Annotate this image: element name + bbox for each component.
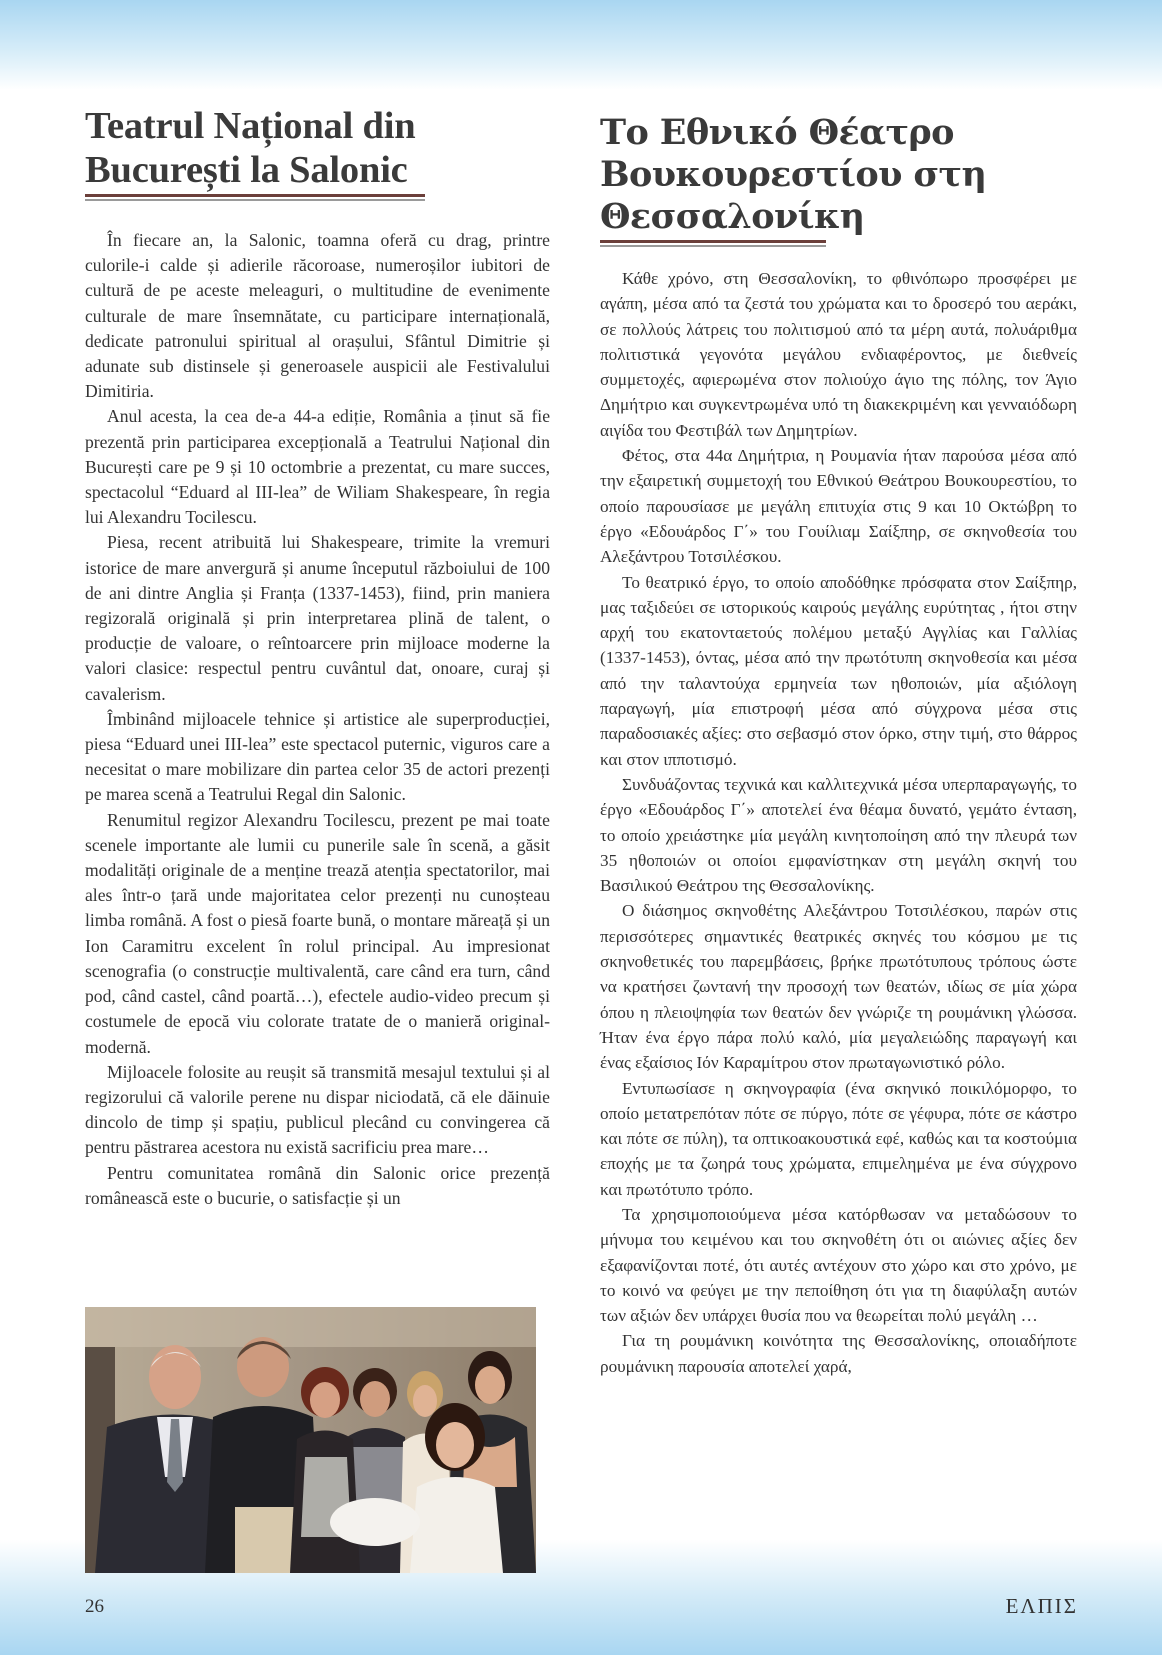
greek-paragraph-8: Για τη ρουμάνικη κοινότητα της Θεσσαλονίκης, οποιαδήποτε ρουμάνικη παρουσία αποτελεί χαρά, bbox=[600, 1331, 1077, 1376]
romanian-paragraph-1: În fiecare an, la Salonic, toamna oferă cu drag, printre culorile-i calde și adierile răcoroase, numeroșilor iubitori de cultură de pe aceste meleaguri, o multitudine de evenimente culturale de mare însemnătate, cu participare internațională, dedicate patronului spiritual al orașului, Sfântul Dimitrie și adunate sub distinsele și generoasele auspicii ale Festivalului Dimitiria. bbox=[85, 230, 550, 402]
greek-title-line-2: Βουκουρεστίου στη bbox=[600, 154, 987, 195]
romanian-title-underline bbox=[85, 194, 550, 202]
romanian-paragraph-6: Mijloacele folosite au reușit să transmită mesajul textului și al regizorului că valorile perene nu dispar niciodată, că ele dăinuie dincolo de timp și spațiu, publicul plecând cu convingerea că pentru păstrarea acestora nu există sacrificiu prea mare… bbox=[85, 1061, 550, 1158]
magazine-name: ΕΛΠΙΣ bbox=[1005, 1594, 1078, 1618]
greek-paragraph-5: Ο διάσημος σκηνοθέτης Αλεξάντρου Τοτσιλέσκου, παρών στις περισσότερες σημαντικές θεατρικές σκηνές του κόσμου με τις σκηνοθετικές του παρεμβάσεις, βρήκε πρωτότυπους τρόπους ώστε να κρατήσει ζωντανή την προσοχή των θεατών, ιδίως σε μία χώρα όπου η πλειοψηφία των θεατών δεν γνώριζε τη ρουμάνικη γλώσσα. Ήταν ένα έργο πάρα πολύ καλό, μία μεγαλειώδης παραγωγή και ένας εξαίσιος Ιόν Καραμίτρου στον πρωταγωνιστικό ρόλο. bbox=[600, 901, 1077, 1073]
romanian-paragraph-5: Renumitul regizor Alexandru Tocilescu, prezent pe mai toate scenele importante ale lumii cu punerile sale în scenă, a găsit modalități originale de a menține trează atenția spectatorilor, mai ales într-o țară unde majoritatea celor prezenți nu cunoșteau limba română. A fost o piesă foarte bună, o montare măreață și un Ion Caramitru excelent în rolul principal. Au impresionat scenografia (o construcție multivalentă, care când era turn, când pod, când castel, când poartă…), efectele audio-video precum și costumele de epocă viu colorate tratate de o manieră original-modernă. bbox=[85, 809, 550, 1057]
romanian-title-line-2: București la Salonic bbox=[85, 148, 408, 191]
greek-title-line-3: Θεσσαλονίκη bbox=[600, 196, 865, 237]
romanian-title-line-1: Teatrul Național din bbox=[85, 105, 416, 147]
greek-title-line-1: Το Εθνικό Θέατρο bbox=[600, 112, 954, 153]
greek-article-title bbox=[600, 112, 1077, 238]
greek-paragraph-7: Τα χρησιμοποιούμενα μέσα κατόρθωσαν να μεταδώσουν το μήνυμα του κειμένου και του σκηνοθέτη ότι οι αιώνιες αξίες δεν εξαφανίζονται ποτέ, ότι αυτές αντέχουν στο χώρο και στο χρόνο, με το κοινό να φεύγει με την πεποίθηση ότι για τη διαφύλαξη αυτών των αξιών δεν υπάρχει θυσία που να θεωρείται πολύ μεγάλη … bbox=[600, 1204, 1077, 1326]
romanian-paragraph-4: Îmbinând mijloacele tehnice și artistice ale superproducției, piesa “Eduard unei III-lea” este spectacol puternic, viguros care a necesitat o mare mobilizare din partea celor 35 de actori prezenți pe marea scenă a Teatrului Regal din Salonic. bbox=[85, 708, 550, 805]
greek-paragraph-6: Εντυπωσίασε η σκηνογραφία (ένα σκηνικό ποικιλόμορφο, το οποίο μετατρεπόταν πότε σε πύργο, πότε σε γέφυρα, πότε σε κάστρο και πότε σε πύλη), τα οπτικοακουστικά εφέ, καθώς και τα κοστούμια εποχής με τα ζωηρά τους χρώματα, επιμελημένα με ένα σύγχρονο και πρωτότυπο τρόπο. bbox=[600, 1078, 1077, 1199]
romanian-article bbox=[85, 105, 550, 1211]
romanian-paragraph-7: Pentru comunitatea română din Salonic orice prezență românească este o bucurie, o satisfacție și un bbox=[85, 1162, 550, 1208]
group-photo bbox=[85, 1307, 536, 1573]
greek-paragraph-3: Το θεατρικό έργο, το οποίο αποδόθηκε πρόσφατα στον Σαίξπηρ, μας ταξιδεύει σε ιστορικούς καιρούς μεγάλης ευρύτητας , ήτοι στην αρχή του εκατονταετούς πολέμου μεταξύ Αγγλίας και Γαλλίας (1337-1453), όντας, μέσα από την πρωτότυπη σκηνοθεσία και μέσα από την ταλαντούχα ερμηνεία των ηθοποιών, μία αξιόλογη παραγωγή, μία επιστροφή μέσα από σύγχρονα μέσα στις παραδοσιακές αξίες: στο σεβασμό στον όρκο, στην τιμή, στο θάρρος και στον ιπποτισμό. bbox=[600, 572, 1077, 769]
greek-article bbox=[600, 112, 1077, 1379]
greek-article-body bbox=[600, 266, 1077, 1379]
romanian-article-title bbox=[85, 105, 550, 192]
greek-title-underline bbox=[600, 240, 1077, 248]
header-gradient-band bbox=[0, 0, 1162, 90]
greek-paragraph-2: Φέτος, στα 44α Δημήτρια, η Ρουμανία ήταν παρούσα μέσα από την εξαιρετική συμμετοχή του Εθνικού Θεάτρου Βουκουρεστίου, το οποίο παρουσίασε με μεγάλη επιτυχία στις 9 και 10 Οκτώβρη το έργο «Εδουάρδος Γ΄» του Γουίλιαμ Σαίξπηρ, σε σκηνοθεσία του Αλεξάντρου Τοτσιλέσκου. bbox=[600, 446, 1077, 567]
page-number: 26 bbox=[85, 1596, 104, 1617]
greek-paragraph-4: Συνδυάζοντας τεχνικά και καλλιτεχνικά μέσα υπερπαραγωγής, το έργο «Εδουάρδος Γ΄» αποτελεί ένα θέαμα δυνατό, γεμάτο ένταση, το οποίο χρειάστηκε μία μεγάλη κινητοποίηση από την πλευρά των 35 ηθοποιών οι οποίοι εμφανίστηκαν στη μεγάλη σκηνή του Βασιλικού Θεάτρου της Θεσσαλονίκης. bbox=[600, 774, 1077, 896]
romanian-article-body bbox=[85, 228, 550, 1211]
greek-paragraph-1: Κάθε χρόνο, στη Θεσσαλονίκη, το φθινόπωρο προσφέρει με αγάπη, μέσα από τα ζεστά του χρώματα και το δροσερό του αεράκι, σε πολλούς λάτρεις του πολιτισμού από τα μέρη αυτά, πολυάριθμα πολιτιστικά γεγονότα μεγάλου ενδιαφέροντος, με διεθνείς συμμετοχές, αφιερωμένα στον πολιούχο άγιο της πόλης, τον Άγιο Δημήτριο και συγκεντρωμένα υπό τη διακεκριμένη και γενναιόδωρη αιγίδα του Φεστιβάλ των Δημητρίων. bbox=[600, 269, 1077, 440]
romanian-paragraph-2: Anul acesta, la cea de-a 44-a ediție, România a ținut să fie prezentă prin participarea excepțională a Teatrului Național din București care pe 9 și 10 octombrie a prezentat, cu mare succes, spectacolul “Eduard al III-lea” de Wiliam Shakespeare, în regia lui Alexandru Tocilescu. bbox=[85, 406, 550, 528]
romanian-paragraph-3: Piesa, recent atribuită lui Shakespeare, trimite la vremuri istorice de mare anvergură și anume începutul războiului de 100 de ani dintre Anglia și Franța (1337-1453), fiind, prin maniera regizorală originală și prin interpretarea plină de talent, o producție de valoare, o reîntoarcere prin mijloace moderne la valori clasice: respectul pentru cuvântul dat, onoare, curaj și cavalerism. bbox=[85, 532, 550, 704]
